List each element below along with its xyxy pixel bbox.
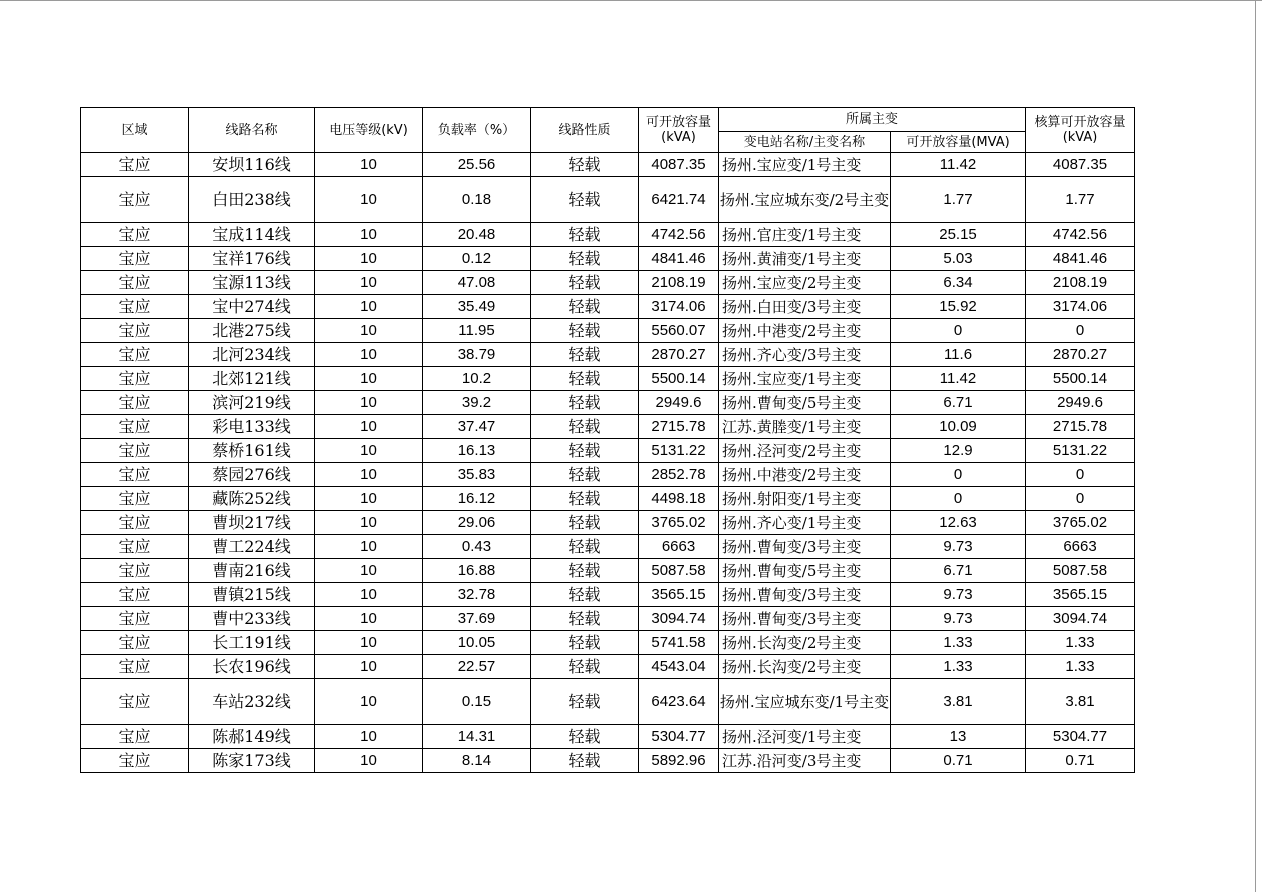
cell-substation: 扬州.曹甸变/5号主变 [719, 559, 891, 583]
cell-voltage: 10 [315, 535, 423, 559]
cell-line-name: 蔡园276线 [189, 463, 315, 487]
cell-open-capacity: 5304.77 [639, 725, 719, 749]
cell-substation: 扬州.长沟变/2号主变 [719, 655, 891, 679]
cell-transformer-capacity: 9.73 [891, 583, 1026, 607]
cell-load-rate: 37.69 [423, 607, 531, 631]
table-row [81, 415, 1135, 439]
cell-load-rate: 0.15 [423, 679, 531, 725]
cell-region: 宝应 [81, 487, 189, 511]
header-region: 区域 [81, 108, 189, 153]
cell-line-nature: 轻载 [531, 391, 639, 415]
cell-load-rate: 11.95 [423, 319, 531, 343]
cell-substation: 扬州.曹甸变/3号主变 [719, 607, 891, 631]
cell-transformer-capacity: 12.63 [891, 511, 1026, 535]
cell-audited-capacity: 4742.56 [1026, 223, 1135, 247]
cell-load-rate: 16.88 [423, 559, 531, 583]
cell-transformer-capacity: 5.03 [891, 247, 1026, 271]
cell-load-rate: 38.79 [423, 343, 531, 367]
cell-line-name: 宝源113线 [189, 271, 315, 295]
cell-region: 宝应 [81, 583, 189, 607]
cell-line-name: 蔡桥161线 [189, 439, 315, 463]
cell-line-nature: 轻载 [531, 559, 639, 583]
cell-substation: 扬州.宝应城东变/1号主变 [719, 679, 891, 725]
line-capacity-table [80, 107, 1135, 773]
table-row [81, 153, 1135, 177]
cell-region: 宝应 [81, 631, 189, 655]
table-row [81, 223, 1135, 247]
cell-transformer-capacity: 0 [891, 319, 1026, 343]
cell-open-capacity: 5560.07 [639, 319, 719, 343]
cell-transformer-capacity: 9.73 [891, 607, 1026, 631]
cell-load-rate: 14.31 [423, 725, 531, 749]
cell-line-name: 曹工224线 [189, 535, 315, 559]
cell-transformer-capacity: 15.92 [891, 295, 1026, 319]
cell-line-nature: 轻载 [531, 319, 639, 343]
cell-load-rate: 47.08 [423, 271, 531, 295]
cell-line-name: 北河234线 [189, 343, 315, 367]
table-header [81, 108, 1135, 153]
cell-open-capacity: 4841.46 [639, 247, 719, 271]
table-row [81, 607, 1135, 631]
cell-line-name: 宝中274线 [189, 295, 315, 319]
header-transformer-group: 所属主变 [719, 108, 1026, 132]
cell-substation: 扬州.白田变/3号主变 [719, 295, 891, 319]
cell-audited-capacity: 5131.22 [1026, 439, 1135, 463]
cell-open-capacity: 2870.27 [639, 343, 719, 367]
cell-open-capacity: 3565.15 [639, 583, 719, 607]
cell-voltage: 10 [315, 247, 423, 271]
cell-region: 宝应 [81, 319, 189, 343]
cell-line-nature: 轻载 [531, 295, 639, 319]
cell-substation: 扬州.曹甸变/5号主变 [719, 391, 891, 415]
cell-voltage: 10 [315, 559, 423, 583]
cell-substation: 扬州.官庄变/1号主变 [719, 223, 891, 247]
cell-voltage: 10 [315, 749, 423, 773]
cell-voltage: 10 [315, 271, 423, 295]
cell-line-name: 藏陈252线 [189, 487, 315, 511]
cell-region: 宝应 [81, 177, 189, 223]
cell-load-rate: 10.2 [423, 367, 531, 391]
cell-audited-capacity: 1.33 [1026, 631, 1135, 655]
cell-line-nature: 轻载 [531, 511, 639, 535]
table-row [81, 583, 1135, 607]
cell-line-name: 曹南216线 [189, 559, 315, 583]
cell-line-name: 曹镇215线 [189, 583, 315, 607]
cell-open-capacity: 3094.74 [639, 607, 719, 631]
cell-load-rate: 0.43 [423, 535, 531, 559]
cell-transformer-capacity: 0.71 [891, 749, 1026, 773]
cell-transformer-capacity: 6.34 [891, 271, 1026, 295]
table-row [81, 367, 1135, 391]
cell-line-nature: 轻载 [531, 725, 639, 749]
cell-substation: 扬州.中港变/2号主变 [719, 319, 891, 343]
cell-load-rate: 10.05 [423, 631, 531, 655]
cell-voltage: 10 [315, 679, 423, 725]
cell-load-rate: 0.18 [423, 177, 531, 223]
cell-line-nature: 轻载 [531, 415, 639, 439]
cell-voltage: 10 [315, 725, 423, 749]
header-line-name: 线路名称 [189, 108, 315, 153]
cell-audited-capacity: 5087.58 [1026, 559, 1135, 583]
cell-transformer-capacity: 10.09 [891, 415, 1026, 439]
cell-voltage: 10 [315, 607, 423, 631]
cell-line-name: 曹中233线 [189, 607, 315, 631]
cell-transformer-capacity: 1.33 [891, 631, 1026, 655]
table-row [81, 559, 1135, 583]
cell-load-rate: 22.57 [423, 655, 531, 679]
cell-load-rate: 35.49 [423, 295, 531, 319]
table-row [81, 439, 1135, 463]
cell-voltage: 10 [315, 655, 423, 679]
cell-substation: 扬州.泾河变/1号主变 [719, 725, 891, 749]
cell-audited-capacity: 2108.19 [1026, 271, 1135, 295]
cell-load-rate: 16.12 [423, 487, 531, 511]
cell-region: 宝应 [81, 271, 189, 295]
cell-audited-capacity: 4841.46 [1026, 247, 1135, 271]
cell-transformer-capacity: 11.42 [891, 367, 1026, 391]
cell-audited-capacity: 3174.06 [1026, 295, 1135, 319]
cell-voltage: 10 [315, 391, 423, 415]
cell-transformer-capacity: 1.33 [891, 655, 1026, 679]
cell-region: 宝应 [81, 607, 189, 631]
cell-load-rate: 39.2 [423, 391, 531, 415]
table-row [81, 749, 1135, 773]
cell-open-capacity: 2949.6 [639, 391, 719, 415]
cell-load-rate: 29.06 [423, 511, 531, 535]
cell-substation: 扬州.射阳变/1号主变 [719, 487, 891, 511]
cell-substation: 扬州.宝应变/1号主变 [719, 367, 891, 391]
cell-voltage: 10 [315, 295, 423, 319]
cell-audited-capacity: 5304.77 [1026, 725, 1135, 749]
cell-region: 宝应 [81, 559, 189, 583]
cell-audited-capacity: 3565.15 [1026, 583, 1135, 607]
table-row [81, 535, 1135, 559]
page-top-edge [0, 0, 1262, 1]
cell-transformer-capacity: 11.42 [891, 153, 1026, 177]
cell-region: 宝应 [81, 247, 189, 271]
header-load-rate: 负载率（%） [423, 108, 531, 153]
cell-open-capacity: 5087.58 [639, 559, 719, 583]
cell-transformer-capacity: 11.6 [891, 343, 1026, 367]
cell-region: 宝应 [81, 391, 189, 415]
cell-audited-capacity: 0.71 [1026, 749, 1135, 773]
cell-substation: 江苏.沿河变/3号主变 [719, 749, 891, 773]
cell-open-capacity: 5741.58 [639, 631, 719, 655]
cell-line-nature: 轻载 [531, 271, 639, 295]
cell-substation: 江苏.黄塍变/1号主变 [719, 415, 891, 439]
cell-substation: 扬州.泾河变/2号主变 [719, 439, 891, 463]
cell-voltage: 10 [315, 223, 423, 247]
cell-line-nature: 轻载 [531, 463, 639, 487]
cell-voltage: 10 [315, 487, 423, 511]
cell-substation: 扬州.中港变/2号主变 [719, 463, 891, 487]
cell-region: 宝应 [81, 439, 189, 463]
cell-substation: 扬州.黄浦变/1号主变 [719, 247, 891, 271]
cell-transformer-capacity: 3.81 [891, 679, 1026, 725]
cell-line-name: 安坝116线 [189, 153, 315, 177]
header-open-capacity: 可开放容量(kVA) [639, 108, 719, 153]
table-row [81, 391, 1135, 415]
cell-region: 宝应 [81, 343, 189, 367]
cell-voltage: 10 [315, 631, 423, 655]
cell-line-nature: 轻载 [531, 487, 639, 511]
cell-line-name: 宝成114线 [189, 223, 315, 247]
cell-region: 宝应 [81, 223, 189, 247]
table-row [81, 463, 1135, 487]
cell-substation: 扬州.齐心变/1号主变 [719, 511, 891, 535]
cell-open-capacity: 6663 [639, 535, 719, 559]
table-row [81, 679, 1135, 725]
cell-line-nature: 轻载 [531, 655, 639, 679]
table-row [81, 487, 1135, 511]
cell-line-name: 北港275线 [189, 319, 315, 343]
cell-open-capacity: 4543.04 [639, 655, 719, 679]
cell-audited-capacity: 1.77 [1026, 177, 1135, 223]
cell-line-nature: 轻载 [531, 247, 639, 271]
cell-line-nature: 轻载 [531, 749, 639, 773]
cell-region: 宝应 [81, 679, 189, 725]
cell-open-capacity: 5500.14 [639, 367, 719, 391]
table-row [81, 511, 1135, 535]
table-row [81, 343, 1135, 367]
cell-open-capacity: 5131.22 [639, 439, 719, 463]
cell-load-rate: 25.56 [423, 153, 531, 177]
cell-open-capacity: 5892.96 [639, 749, 719, 773]
cell-substation: 扬州.宝应变/2号主变 [719, 271, 891, 295]
cell-region: 宝应 [81, 749, 189, 773]
cell-open-capacity: 2108.19 [639, 271, 719, 295]
cell-load-rate: 0.12 [423, 247, 531, 271]
cell-line-nature: 轻载 [531, 153, 639, 177]
cell-audited-capacity: 2870.27 [1026, 343, 1135, 367]
cell-open-capacity: 4087.35 [639, 153, 719, 177]
cell-open-capacity: 4498.18 [639, 487, 719, 511]
table-row [81, 295, 1135, 319]
cell-voltage: 10 [315, 463, 423, 487]
cell-transformer-capacity: 1.77 [891, 177, 1026, 223]
cell-line-nature: 轻载 [531, 607, 639, 631]
cell-line-name: 曹坝217线 [189, 511, 315, 535]
cell-line-nature: 轻载 [531, 583, 639, 607]
table-row [81, 271, 1135, 295]
cell-region: 宝应 [81, 655, 189, 679]
cell-line-nature: 轻载 [531, 177, 639, 223]
cell-audited-capacity: 0 [1026, 463, 1135, 487]
cell-transformer-capacity: 6.71 [891, 391, 1026, 415]
cell-region: 宝应 [81, 295, 189, 319]
cell-audited-capacity: 0 [1026, 487, 1135, 511]
cell-transformer-capacity: 25.15 [891, 223, 1026, 247]
cell-region: 宝应 [81, 153, 189, 177]
header-audited-capacity: 核算可开放容量(kVA) [1026, 108, 1135, 153]
cell-audited-capacity: 0 [1026, 319, 1135, 343]
page-right-edge [1255, 0, 1256, 892]
cell-line-name: 北郊121线 [189, 367, 315, 391]
cell-line-name: 白田238线 [189, 177, 315, 223]
cell-region: 宝应 [81, 463, 189, 487]
cell-line-name: 长农196线 [189, 655, 315, 679]
cell-voltage: 10 [315, 367, 423, 391]
table-row [81, 631, 1135, 655]
cell-load-rate: 32.78 [423, 583, 531, 607]
cell-load-rate: 20.48 [423, 223, 531, 247]
cell-voltage: 10 [315, 319, 423, 343]
cell-audited-capacity: 6663 [1026, 535, 1135, 559]
cell-line-nature: 轻载 [531, 223, 639, 247]
cell-load-rate: 8.14 [423, 749, 531, 773]
cell-line-nature: 轻载 [531, 439, 639, 463]
cell-load-rate: 16.13 [423, 439, 531, 463]
cell-region: 宝应 [81, 367, 189, 391]
cell-transformer-capacity: 12.9 [891, 439, 1026, 463]
cell-voltage: 10 [315, 439, 423, 463]
cell-audited-capacity: 2715.78 [1026, 415, 1135, 439]
cell-audited-capacity: 4087.35 [1026, 153, 1135, 177]
cell-audited-capacity: 1.33 [1026, 655, 1135, 679]
table-body [81, 153, 1135, 773]
cell-transformer-capacity: 0 [891, 487, 1026, 511]
header-line-nature: 线路性质 [531, 108, 639, 153]
cell-voltage: 10 [315, 153, 423, 177]
cell-voltage: 10 [315, 177, 423, 223]
cell-line-nature: 轻载 [531, 367, 639, 391]
cell-region: 宝应 [81, 535, 189, 559]
cell-substation: 扬州.曹甸变/3号主变 [719, 583, 891, 607]
cell-line-name: 彩电133线 [189, 415, 315, 439]
cell-transformer-capacity: 13 [891, 725, 1026, 749]
cell-voltage: 10 [315, 415, 423, 439]
cell-load-rate: 35.83 [423, 463, 531, 487]
table-row [81, 247, 1135, 271]
cell-line-name: 滨河219线 [189, 391, 315, 415]
cell-open-capacity: 2715.78 [639, 415, 719, 439]
cell-transformer-capacity: 9.73 [891, 535, 1026, 559]
cell-substation: 扬州.齐心变/3号主变 [719, 343, 891, 367]
table-row [81, 655, 1135, 679]
cell-open-capacity: 6421.74 [639, 177, 719, 223]
cell-open-capacity: 4742.56 [639, 223, 719, 247]
cell-substation: 扬州.宝应变/1号主变 [719, 153, 891, 177]
cell-region: 宝应 [81, 511, 189, 535]
cell-substation: 扬州.曹甸变/3号主变 [719, 535, 891, 559]
cell-line-name: 陈家173线 [189, 749, 315, 773]
table-row [81, 725, 1135, 749]
cell-line-nature: 轻载 [531, 631, 639, 655]
cell-audited-capacity: 3094.74 [1026, 607, 1135, 631]
table-row [81, 319, 1135, 343]
cell-region: 宝应 [81, 725, 189, 749]
cell-load-rate: 37.47 [423, 415, 531, 439]
cell-open-capacity: 2852.78 [639, 463, 719, 487]
table-row [81, 177, 1135, 223]
header-voltage: 电压等级(kV) [315, 108, 423, 153]
cell-audited-capacity: 3765.02 [1026, 511, 1135, 535]
header-substation-name: 变电站名称/主变名称 [719, 132, 891, 153]
cell-line-name: 车站232线 [189, 679, 315, 725]
cell-region: 宝应 [81, 415, 189, 439]
cell-line-name: 宝祥176线 [189, 247, 315, 271]
cell-voltage: 10 [315, 583, 423, 607]
cell-voltage: 10 [315, 343, 423, 367]
cell-voltage: 10 [315, 511, 423, 535]
cell-audited-capacity: 3.81 [1026, 679, 1135, 725]
cell-line-nature: 轻载 [531, 343, 639, 367]
cell-transformer-capacity: 6.71 [891, 559, 1026, 583]
cell-line-nature: 轻载 [531, 535, 639, 559]
cell-transformer-capacity: 0 [891, 463, 1026, 487]
cell-open-capacity: 3174.06 [639, 295, 719, 319]
cell-audited-capacity: 2949.6 [1026, 391, 1135, 415]
cell-audited-capacity: 5500.14 [1026, 367, 1135, 391]
cell-open-capacity: 3765.02 [639, 511, 719, 535]
cell-substation: 扬州.宝应城东变/2号主变 [719, 177, 891, 223]
cell-open-capacity: 6423.64 [639, 679, 719, 725]
cell-line-name: 长工191线 [189, 631, 315, 655]
cell-line-name: 陈郝149线 [189, 725, 315, 749]
header-transformer-capacity: 可开放容量(MVA) [891, 132, 1026, 153]
cell-line-nature: 轻载 [531, 679, 639, 725]
cell-substation: 扬州.长沟变/2号主变 [719, 631, 891, 655]
